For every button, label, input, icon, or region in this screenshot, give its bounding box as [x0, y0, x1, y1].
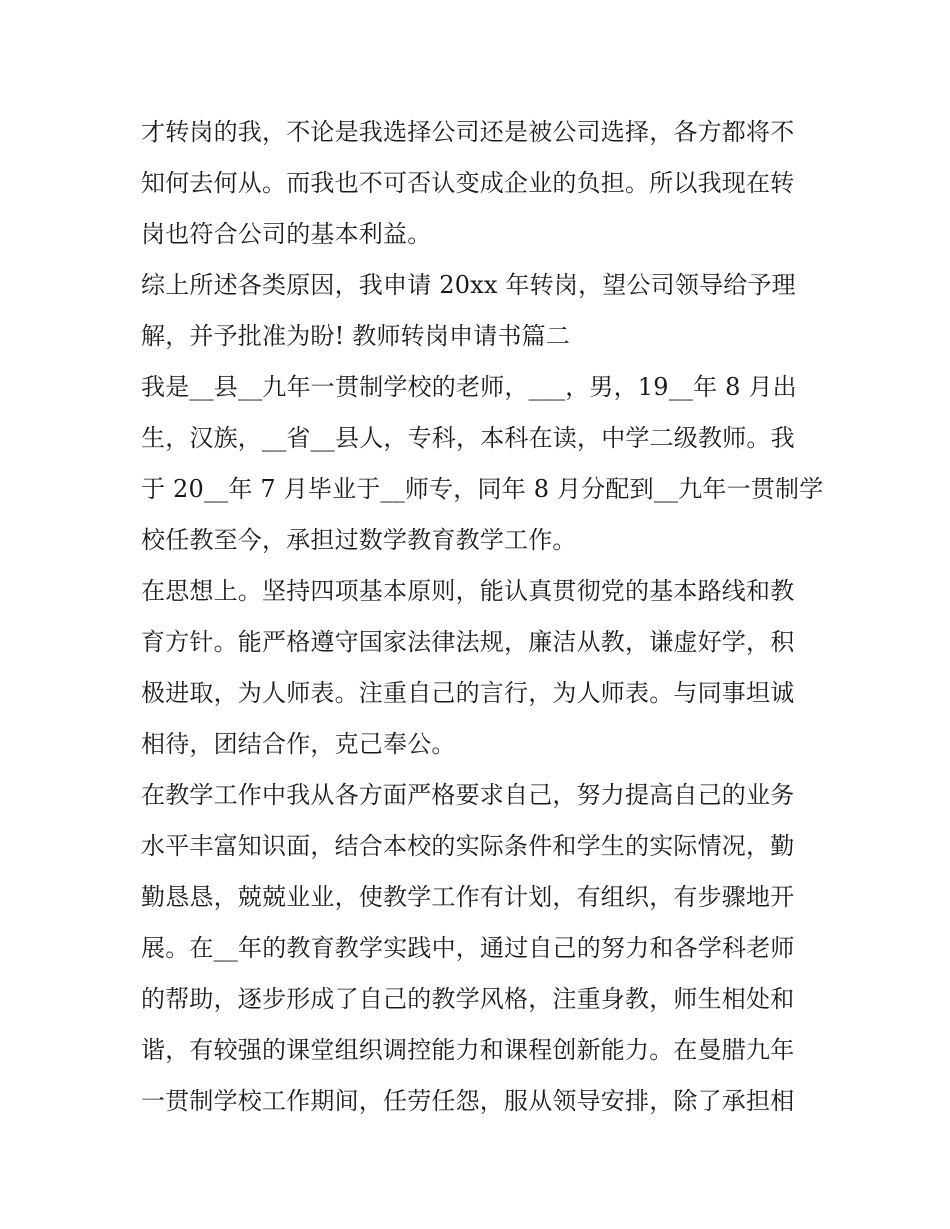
text-line: 的帮助，逐步形成了自己的教学风格，注重身教，师生相处和 — [141, 985, 795, 1013]
text-line: 我是__县__九年一贯制学校的老师，___，男，19__年 8 月出 — [141, 373, 797, 401]
text-line: 才转岗的我，不论是我选择公司还是被公司选择，各方都将不 — [141, 118, 795, 146]
text-line: 生，汉族，__省__县人，专科，本科在读，中学二级教师。我 — [141, 424, 795, 452]
text-line: 一贯制学校工作期间，任劳任怨，服从领导安排，除了承担相 — [141, 1087, 795, 1115]
text-line: 展。在__年的教育教学实践中，通过自己的努力和各学科老师 — [141, 934, 795, 962]
text-line: 相待，团结合作，克己奉公。 — [141, 730, 456, 758]
text-line: 极进取，为人师表。注重自己的言行，为人师表。与同事坦诚 — [141, 679, 795, 707]
text-line: 岗也符合公司的基本利益。 — [141, 220, 432, 248]
text-line: 综上所述各类原因，我申请 20xx 年转岗，望公司领导给予理 — [141, 271, 796, 299]
text-line: 校任教至今，承担过数学教育教学工作。 — [141, 526, 577, 554]
text-line: 在思想上。坚持四项基本原则，能认真贯彻党的基本路线和教 — [141, 577, 795, 605]
text-line: 知何去何从。而我也不可否认变成企业的负担。所以我现在转 — [141, 169, 795, 197]
text-line: 解，并予批准为盼! 教师转岗申请书篇二 — [141, 322, 571, 350]
text-line: 在教学工作中我从各方面严格要求自己，努力提高自己的业务 — [141, 781, 795, 809]
text-line: 于 20__年 7 月毕业于__师专，同年 8 月分配到__九年一贯制学 — [141, 475, 824, 503]
document-body — [141, 107, 824, 1127]
text-line: 勤恳恳，兢兢业业，使教学工作有计划，有组织，有步骤地开 — [141, 883, 795, 911]
text-line: 育方针。能严格遵守国家法律法规，廉洁从教，谦虚好学，积 — [141, 628, 795, 656]
text-line: 谐，有较强的课堂组织调控能力和课程创新能力。在曼腊九年 — [141, 1036, 795, 1064]
text-line: 水平丰富知识面，结合本校的实际条件和学生的实际情况，勤 — [141, 832, 795, 860]
